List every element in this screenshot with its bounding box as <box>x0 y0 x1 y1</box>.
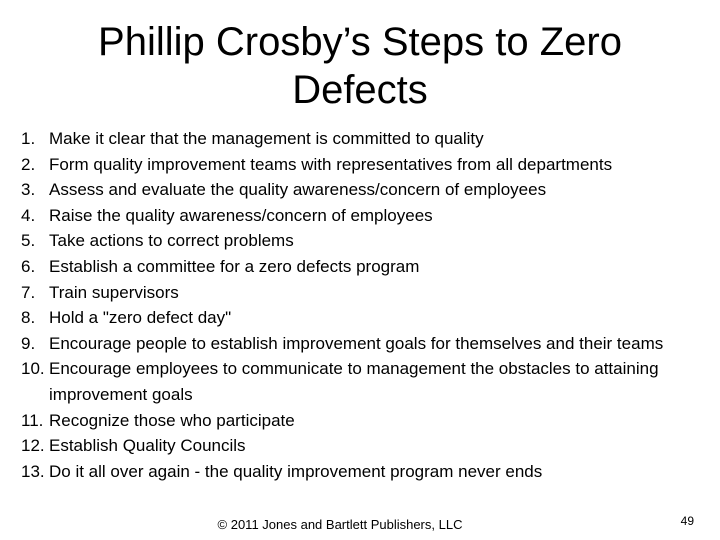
step-number: 1. <box>21 129 36 148</box>
step-text: Encourage people to establish improvement goals for themselves and their teams <box>49 333 664 353</box>
step-item <box>21 228 711 254</box>
step-item <box>21 280 711 306</box>
step-text: Establish a committee for a zero defects program <box>49 256 420 276</box>
step-text: Assess and evaluate the quality awareness/concern of employees <box>49 180 547 200</box>
step-number: 12. <box>21 436 45 456</box>
step-text: Train supervisors <box>49 282 179 302</box>
step-number: 11. <box>21 410 44 430</box>
step-number: 4. <box>21 205 36 225</box>
step-item <box>21 203 711 229</box>
step-text: Recognize those who participate <box>49 410 295 430</box>
step-item <box>21 254 711 280</box>
step-text: Raise the quality awareness/concern of employees <box>49 205 433 225</box>
step-item <box>21 126 711 152</box>
step-item <box>21 356 711 407</box>
step-number: 9. <box>21 333 36 353</box>
steps-list <box>21 126 711 484</box>
step-item <box>21 152 711 178</box>
step-item <box>21 408 711 434</box>
copyright-footer: © 2011 Jones and Bartlett Publishers, LLC <box>217 517 463 532</box>
step-item <box>21 433 711 459</box>
step-item <box>21 331 711 357</box>
step-item <box>21 459 711 485</box>
slide-title: Phillip Crosby’s Steps to Zero Defects <box>98 20 622 112</box>
step-number: 8. <box>21 308 36 328</box>
step-item <box>21 305 711 331</box>
step-number: 2. <box>21 154 36 174</box>
step-number: 10. <box>21 359 45 379</box>
page-number: 49 <box>680 514 694 528</box>
step-number: 13. <box>21 461 45 481</box>
step-number: 7. <box>21 282 36 302</box>
step-text: Make it clear that the management is committed to quality <box>49 129 484 148</box>
step-number: 6. <box>21 256 36 276</box>
step-text: Hold a "zero defect day" <box>49 308 232 328</box>
step-item <box>21 177 711 203</box>
step-text: Take actions to correct problems <box>49 231 294 251</box>
step-text: Encourage employees to communicate to management the obstacles to attaining improvement goals <box>49 359 659 404</box>
step-text: Do it all over again - the quality improvement program never ends <box>49 461 543 481</box>
step-number: 5. <box>21 231 36 251</box>
step-text: Establish Quality Councils <box>49 436 246 456</box>
step-text: Form quality improvement teams with representatives from all departments <box>49 154 613 174</box>
step-number: 3. <box>21 180 36 200</box>
